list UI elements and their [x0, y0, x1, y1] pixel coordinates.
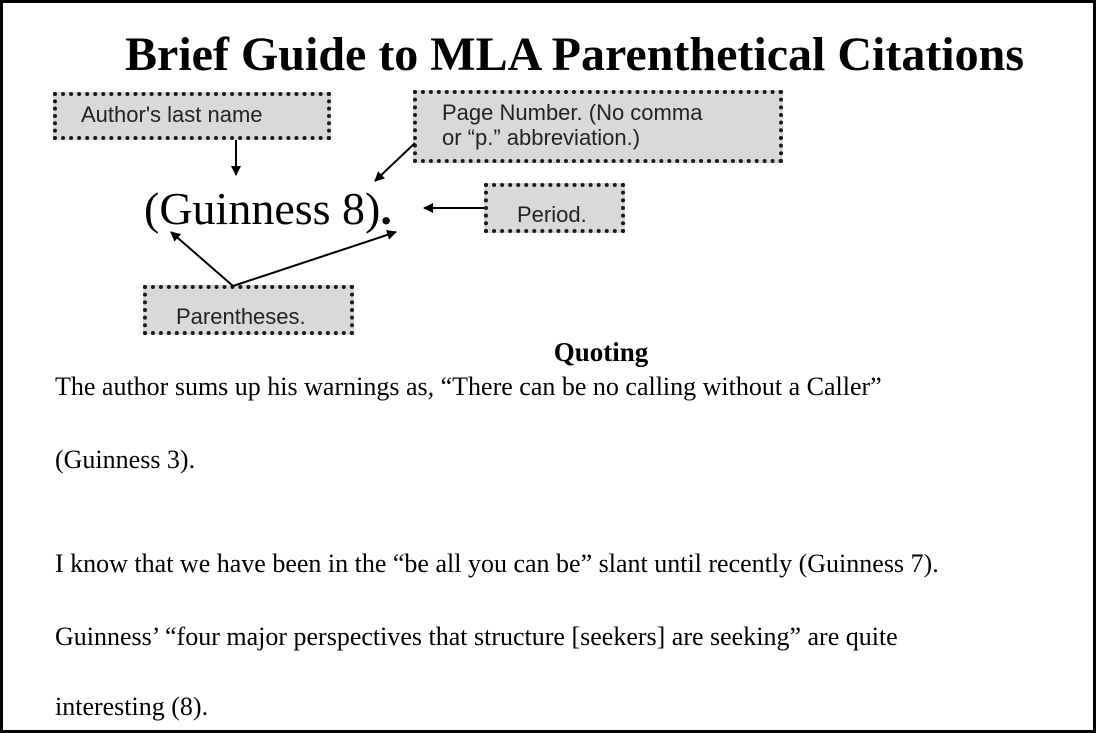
example-line-4: Guinness’ “four major perspectives that structure [seekers] are seeking” are quite: [55, 622, 898, 651]
author-callout-label: Author's last name: [81, 102, 263, 127]
open-paren-arrow: [171, 232, 233, 286]
page-number-callout-line1: Page Number. (No comma: [442, 100, 703, 125]
parentheses-callout-label: Parentheses.: [176, 304, 306, 329]
page-title: Brief Guide to MLA Parenthetical Citations: [125, 28, 1025, 81]
example-line-3: I know that we have been in the “be all you can be” slant until recently (Guinness 7).: [55, 549, 939, 578]
example-citation-period: .: [380, 183, 392, 234]
example-citation-text: (Guinness 8): [144, 183, 381, 234]
page-number-arrow: [375, 143, 415, 181]
page-number-callout-line2: or “p.” abbreviation.): [442, 125, 641, 150]
example-line-5: interesting (8).: [55, 692, 209, 721]
example-line-2: (Guinness 3).: [55, 445, 196, 474]
period-callout-label: Period.: [517, 202, 587, 227]
quoting-heading: Quoting: [553, 337, 649, 367]
example-line-1: The author sums up his warnings as, “There can be no calling without a Caller”: [55, 372, 882, 401]
close-paren-arrow: [233, 232, 396, 286]
